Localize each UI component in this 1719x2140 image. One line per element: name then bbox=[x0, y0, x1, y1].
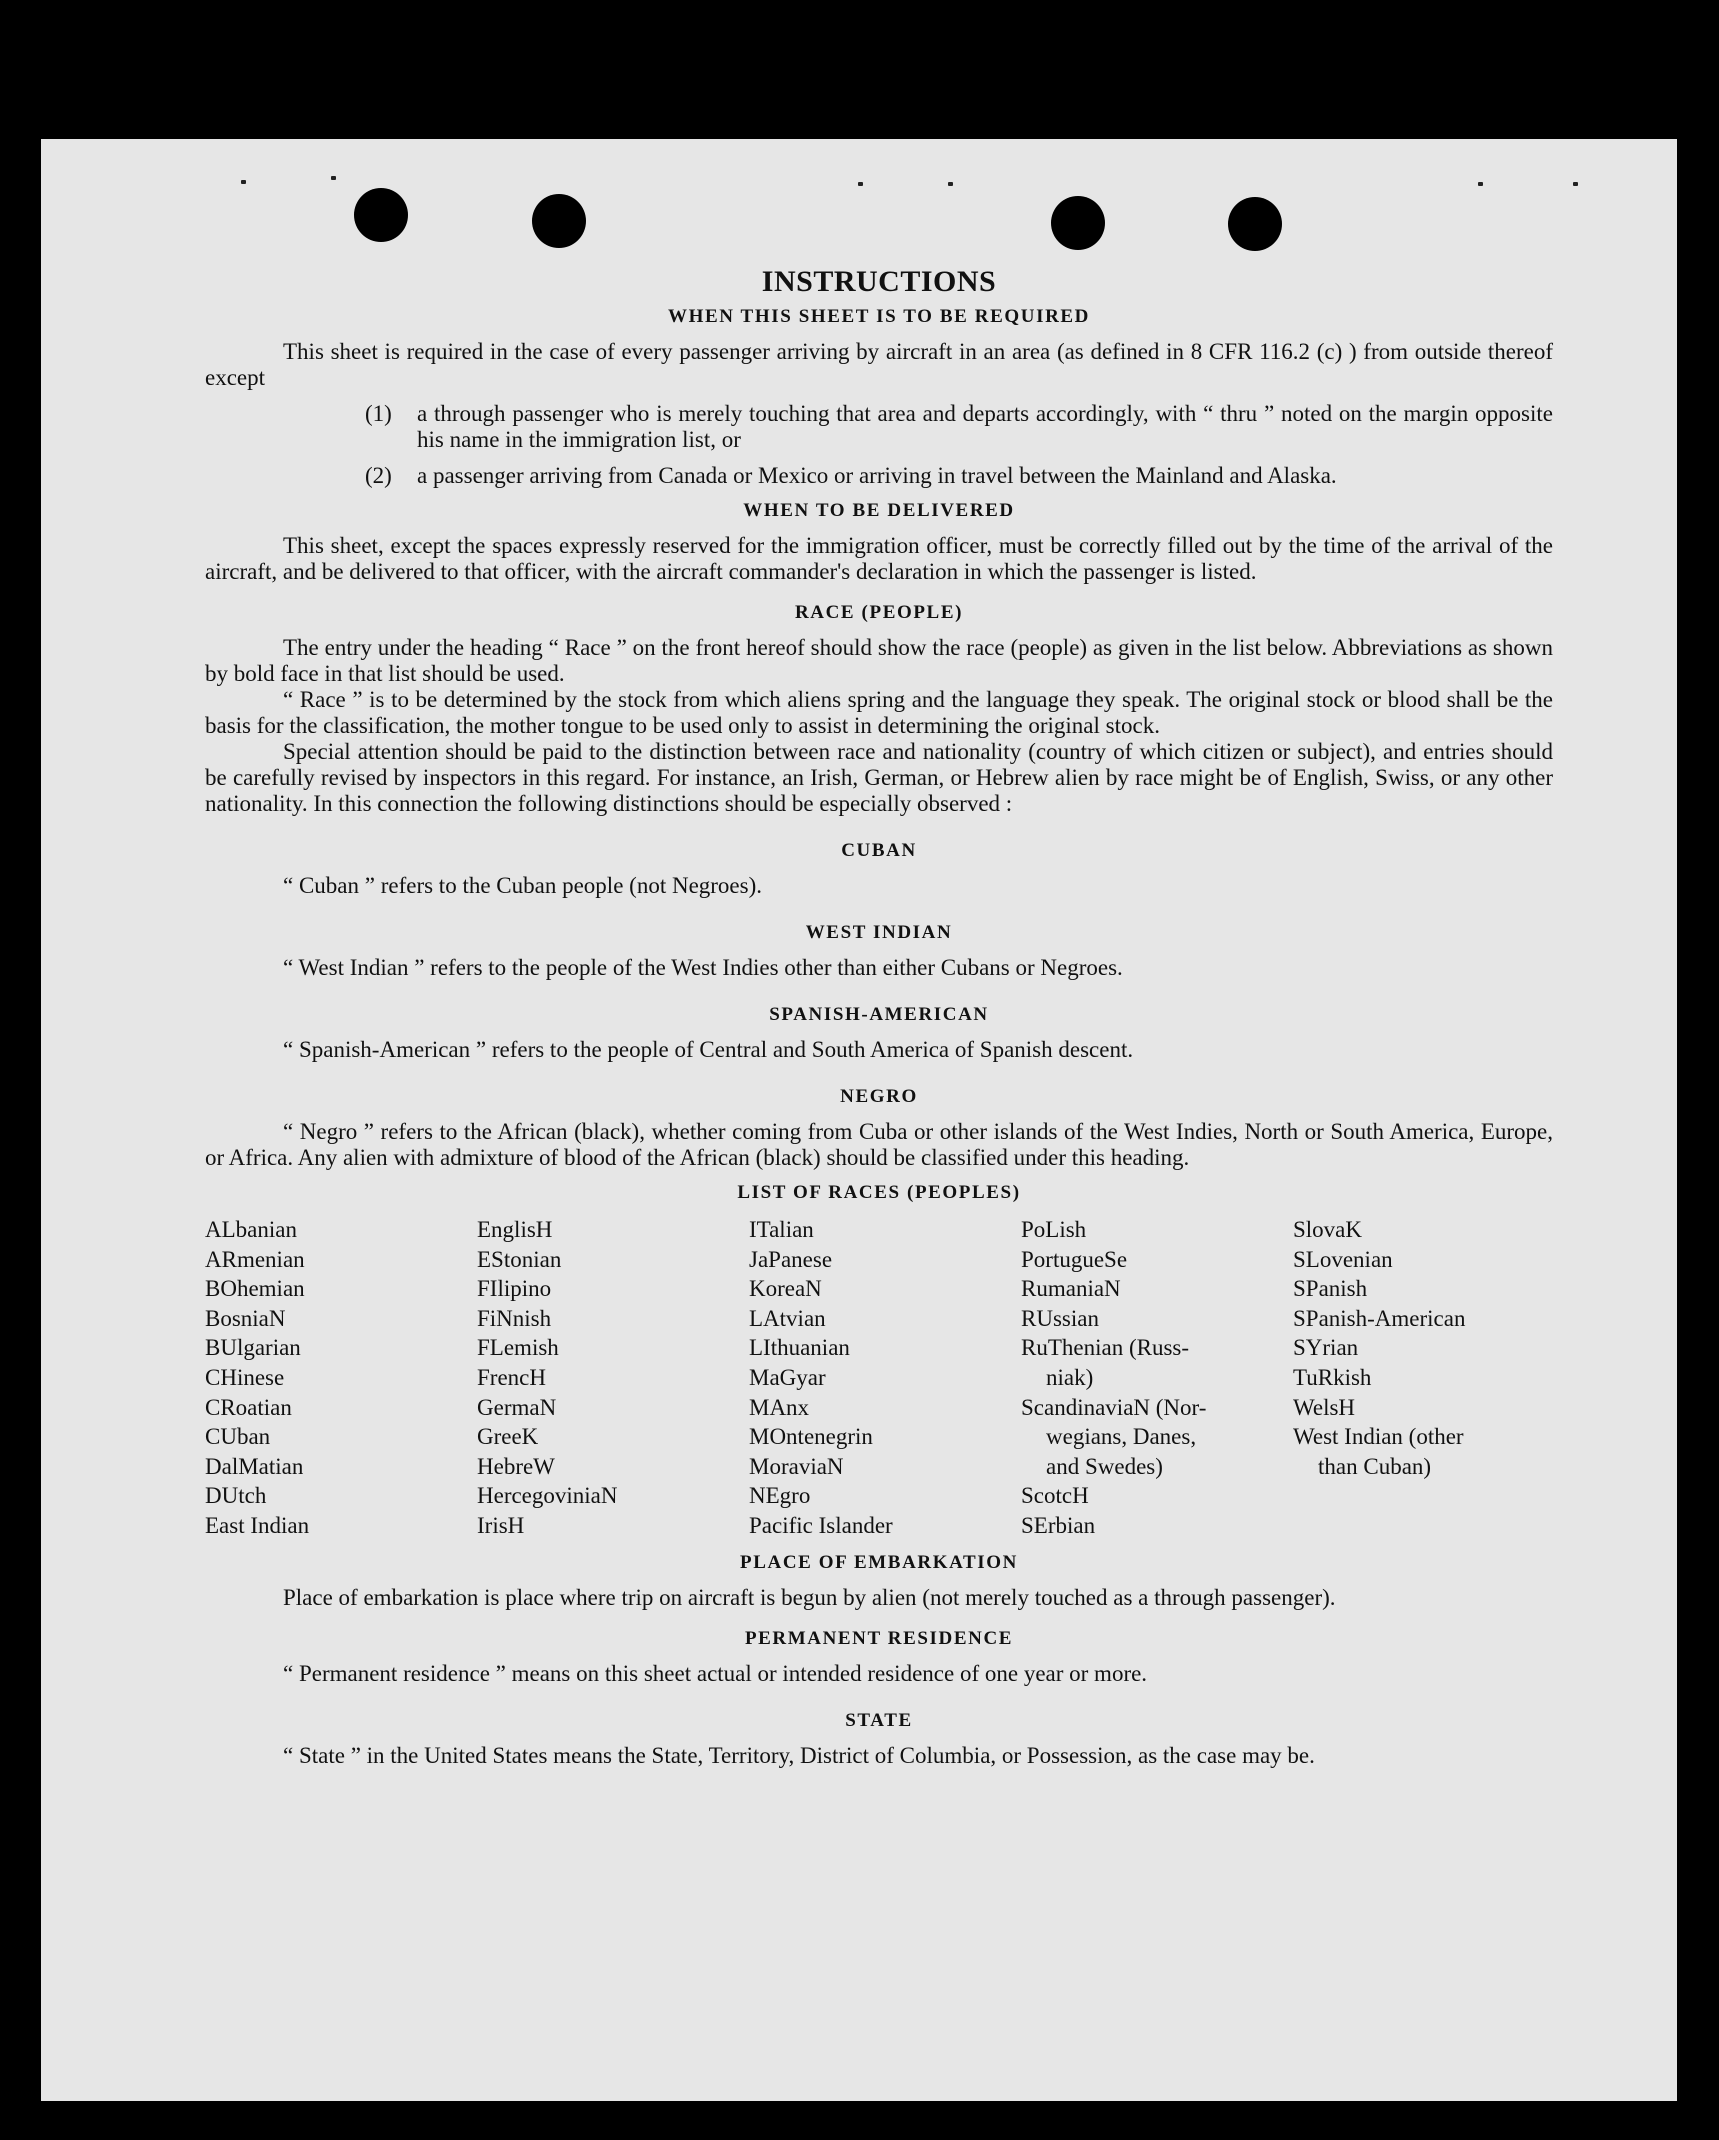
race-entry: PoLish bbox=[1021, 1217, 1087, 1242]
race-entry: EStonian bbox=[477, 1246, 562, 1272]
race-entry: CUban bbox=[205, 1424, 271, 1450]
race-entry: RuThenian (Russ- bbox=[1021, 1335, 1190, 1361]
race-entry: PortugueSe bbox=[1021, 1246, 1128, 1272]
speck bbox=[1478, 182, 1483, 186]
punch-hole bbox=[532, 194, 586, 248]
cuban-text: “ Cuban ” refers to the Cuban people (not Negroes). bbox=[283, 873, 763, 898]
race-entry: IrisH bbox=[477, 1512, 525, 1538]
race-entry: NEgro bbox=[749, 1483, 811, 1509]
item-text: a through passenger who is merely touching that area and departs accordingly, with “ thru ” noted on the margin opposite his name in the immigration list, or bbox=[417, 401, 1553, 452]
race-entry: FiNnish bbox=[477, 1305, 552, 1331]
document-page bbox=[41, 139, 1677, 2101]
race-entry: CRoatian bbox=[205, 1394, 292, 1420]
heading-cuban: CUBAN bbox=[841, 840, 917, 861]
punch-hole bbox=[354, 188, 408, 242]
speck bbox=[1573, 182, 1578, 186]
race-entry-continued: niak) bbox=[1046, 1364, 1094, 1390]
item-text: a passenger arriving from Canada or Mexico or arriving in travel between the Mainland and Alaska. bbox=[417, 463, 1337, 488]
race-entry: SYrian bbox=[1293, 1335, 1359, 1361]
when-delivered-text: This sheet, except the spaces expressly reserved for the immigration officer, must be correctly filled out by the time of the arrival of the aircraft, and be delivered to that officer, with the aircraft commander's declaration in which the passenger is listed. bbox=[205, 533, 1553, 584]
race-entry: SPanish-American bbox=[1293, 1305, 1466, 1331]
race-entry: FIlipino bbox=[477, 1276, 552, 1302]
race-entry: MOntenegrin bbox=[749, 1424, 873, 1450]
race-entry: SlovaK bbox=[1293, 1217, 1362, 1242]
race-entry: ALbanian bbox=[205, 1217, 297, 1242]
race-entry: GermaN bbox=[477, 1394, 557, 1420]
race-entry: ARmenian bbox=[205, 1246, 305, 1272]
race-entry: BUlgarian bbox=[205, 1335, 301, 1361]
west-indian-text: “ West Indian ” refers to the people of the West Indies other than either Cubans or Negroes. bbox=[283, 955, 1123, 980]
instructions-body bbox=[205, 265, 1553, 1769]
race-entry-continued: and Swedes) bbox=[1046, 1453, 1163, 1479]
heading-negro: NEGRO bbox=[840, 1086, 918, 1107]
race-entry: DUtch bbox=[205, 1483, 267, 1509]
item-number: (2) bbox=[365, 463, 392, 488]
heading-embarkation: PLACE OF EMBARKATION bbox=[740, 1551, 1018, 1573]
race-entry: BOhemian bbox=[205, 1276, 305, 1302]
race-entry: WelsH bbox=[1293, 1394, 1356, 1420]
race-entry: MAnx bbox=[749, 1394, 810, 1420]
race-paragraph-3: Special attention should be paid to the distinction between race and nationality (country of which citizen or subject), and entries should be carefully revised by inspectors in this regard. For instance, an Irish, German, or Hebrew alien by race might be of English, Swiss, or any other nationality. In this connection the following distinctions should be especially observed : bbox=[205, 739, 1553, 816]
race-entry: RumaniaN bbox=[1021, 1276, 1121, 1302]
race-entry: CHinese bbox=[205, 1364, 285, 1390]
heading-race: RACE (PEOPLE) bbox=[794, 602, 964, 623]
race-entry: HercegoviniaN bbox=[477, 1483, 618, 1509]
item-number: (1) bbox=[365, 401, 392, 426]
heading-west-indian: WEST INDIAN bbox=[805, 922, 953, 943]
punch-hole bbox=[1051, 196, 1105, 250]
exception-item-1 bbox=[365, 401, 1553, 453]
race-entry: Pacific Islander bbox=[749, 1512, 893, 1538]
races-column-3 bbox=[749, 1215, 1021, 1541]
exception-item-2 bbox=[365, 463, 1553, 489]
races-list bbox=[205, 1215, 1553, 1541]
spanish-american-text: “ Spanish-American ” refers to the people of Central and South America of Spanish descent. bbox=[283, 1037, 1134, 1062]
race-entry: BosniaN bbox=[205, 1305, 286, 1331]
race-entry: TuRkish bbox=[1293, 1364, 1372, 1390]
heading-permanent-residence: PERMANENT RESIDENCE bbox=[744, 1627, 1014, 1649]
race-paragraph-1: The entry under the heading “ Race ” on the front hereof should show the race (people) as given in the list below. Abbreviations as shown by bold face in that list should be used. bbox=[205, 635, 1553, 686]
race-entry: JaPanese bbox=[749, 1246, 833, 1272]
heading-when-delivered: WHEN TO BE DELIVERED bbox=[743, 500, 1015, 521]
race-entry: RUssian bbox=[1021, 1305, 1099, 1331]
when-required-intro: This sheet is required in the case of every passenger arriving by aircraft in an area (as defined in 8 CFR 116.2 (c) ) from outside thereof except bbox=[205, 339, 1553, 390]
negro-text: “ Negro ” refers to the African (black), whether coming from Cuba or other islands of the West Indies, North or South America, Europe, or Africa. Any alien with admixture of blood of the African (black) should be classified under this heading. bbox=[205, 1119, 1553, 1170]
race-entry-continued: than Cuban) bbox=[1318, 1453, 1432, 1479]
heading-when-required: WHEN THIS SHEET IS TO BE REQUIRED bbox=[667, 306, 1091, 327]
races-column-2 bbox=[477, 1215, 749, 1541]
page-title: INSTRUCTIONS bbox=[761, 265, 997, 298]
race-entry: MoraviaN bbox=[749, 1453, 844, 1479]
races-column-1 bbox=[205, 1215, 477, 1541]
race-entry: HebreW bbox=[477, 1453, 555, 1479]
race-entry: GreeK bbox=[477, 1424, 539, 1450]
race-entry: FrencH bbox=[477, 1364, 546, 1390]
races-column-5 bbox=[1293, 1215, 1565, 1541]
race-entry: ITalian bbox=[749, 1217, 814, 1242]
race-entry: SErbian bbox=[1021, 1512, 1096, 1538]
embarkation-text: Place of embarkation is place where trip on aircraft is begun by alien (not merely touched as a through passenger). bbox=[283, 1584, 1336, 1610]
race-entry: LIthuanian bbox=[749, 1335, 850, 1361]
race-entry: SLovenian bbox=[1293, 1246, 1393, 1272]
race-entry-continued: wegians, Danes, bbox=[1046, 1424, 1197, 1450]
heading-list-of-races: LIST OF RACES (PEOPLES) bbox=[737, 1182, 1021, 1203]
punch-hole bbox=[1228, 197, 1282, 251]
race-entry: FLemish bbox=[477, 1335, 559, 1361]
race-entry: East Indian bbox=[205, 1512, 310, 1538]
race-entry: ScotcH bbox=[1021, 1483, 1089, 1509]
races-column-4 bbox=[1021, 1215, 1293, 1541]
residence-text: “ Permanent residence ” means on this sheet actual or intended residence of one year or more. bbox=[283, 1660, 1148, 1686]
race-entry: DalMatian bbox=[205, 1453, 304, 1479]
state-text: “ State ” in the United States means the State, Territory, District of Columbia, or Possession, as the case may be. bbox=[283, 1742, 1315, 1768]
race-entry: LAtvian bbox=[749, 1305, 826, 1331]
speck bbox=[331, 176, 336, 180]
race-entry: West Indian (other bbox=[1293, 1424, 1464, 1450]
race-entry: ScandinaviaN (Nor- bbox=[1021, 1394, 1207, 1420]
speck bbox=[948, 182, 953, 186]
race-entry: SPanish bbox=[1293, 1276, 1368, 1302]
race-entry: MaGyar bbox=[749, 1364, 826, 1390]
speck bbox=[858, 182, 863, 186]
heading-spanish-american: SPANISH-AMERICAN bbox=[769, 1004, 989, 1025]
heading-state: STATE bbox=[845, 1709, 913, 1731]
race-entry: EnglisH bbox=[477, 1217, 553, 1242]
race-entry: KoreaN bbox=[749, 1276, 822, 1302]
race-paragraph-2: “ Race ” is to be determined by the stock from which aliens spring and the language they speak. The original stock or blood shall be the basis for the classification, the mother tongue to be used only to assist in determining the original stock. bbox=[205, 687, 1553, 738]
speck bbox=[241, 180, 246, 184]
